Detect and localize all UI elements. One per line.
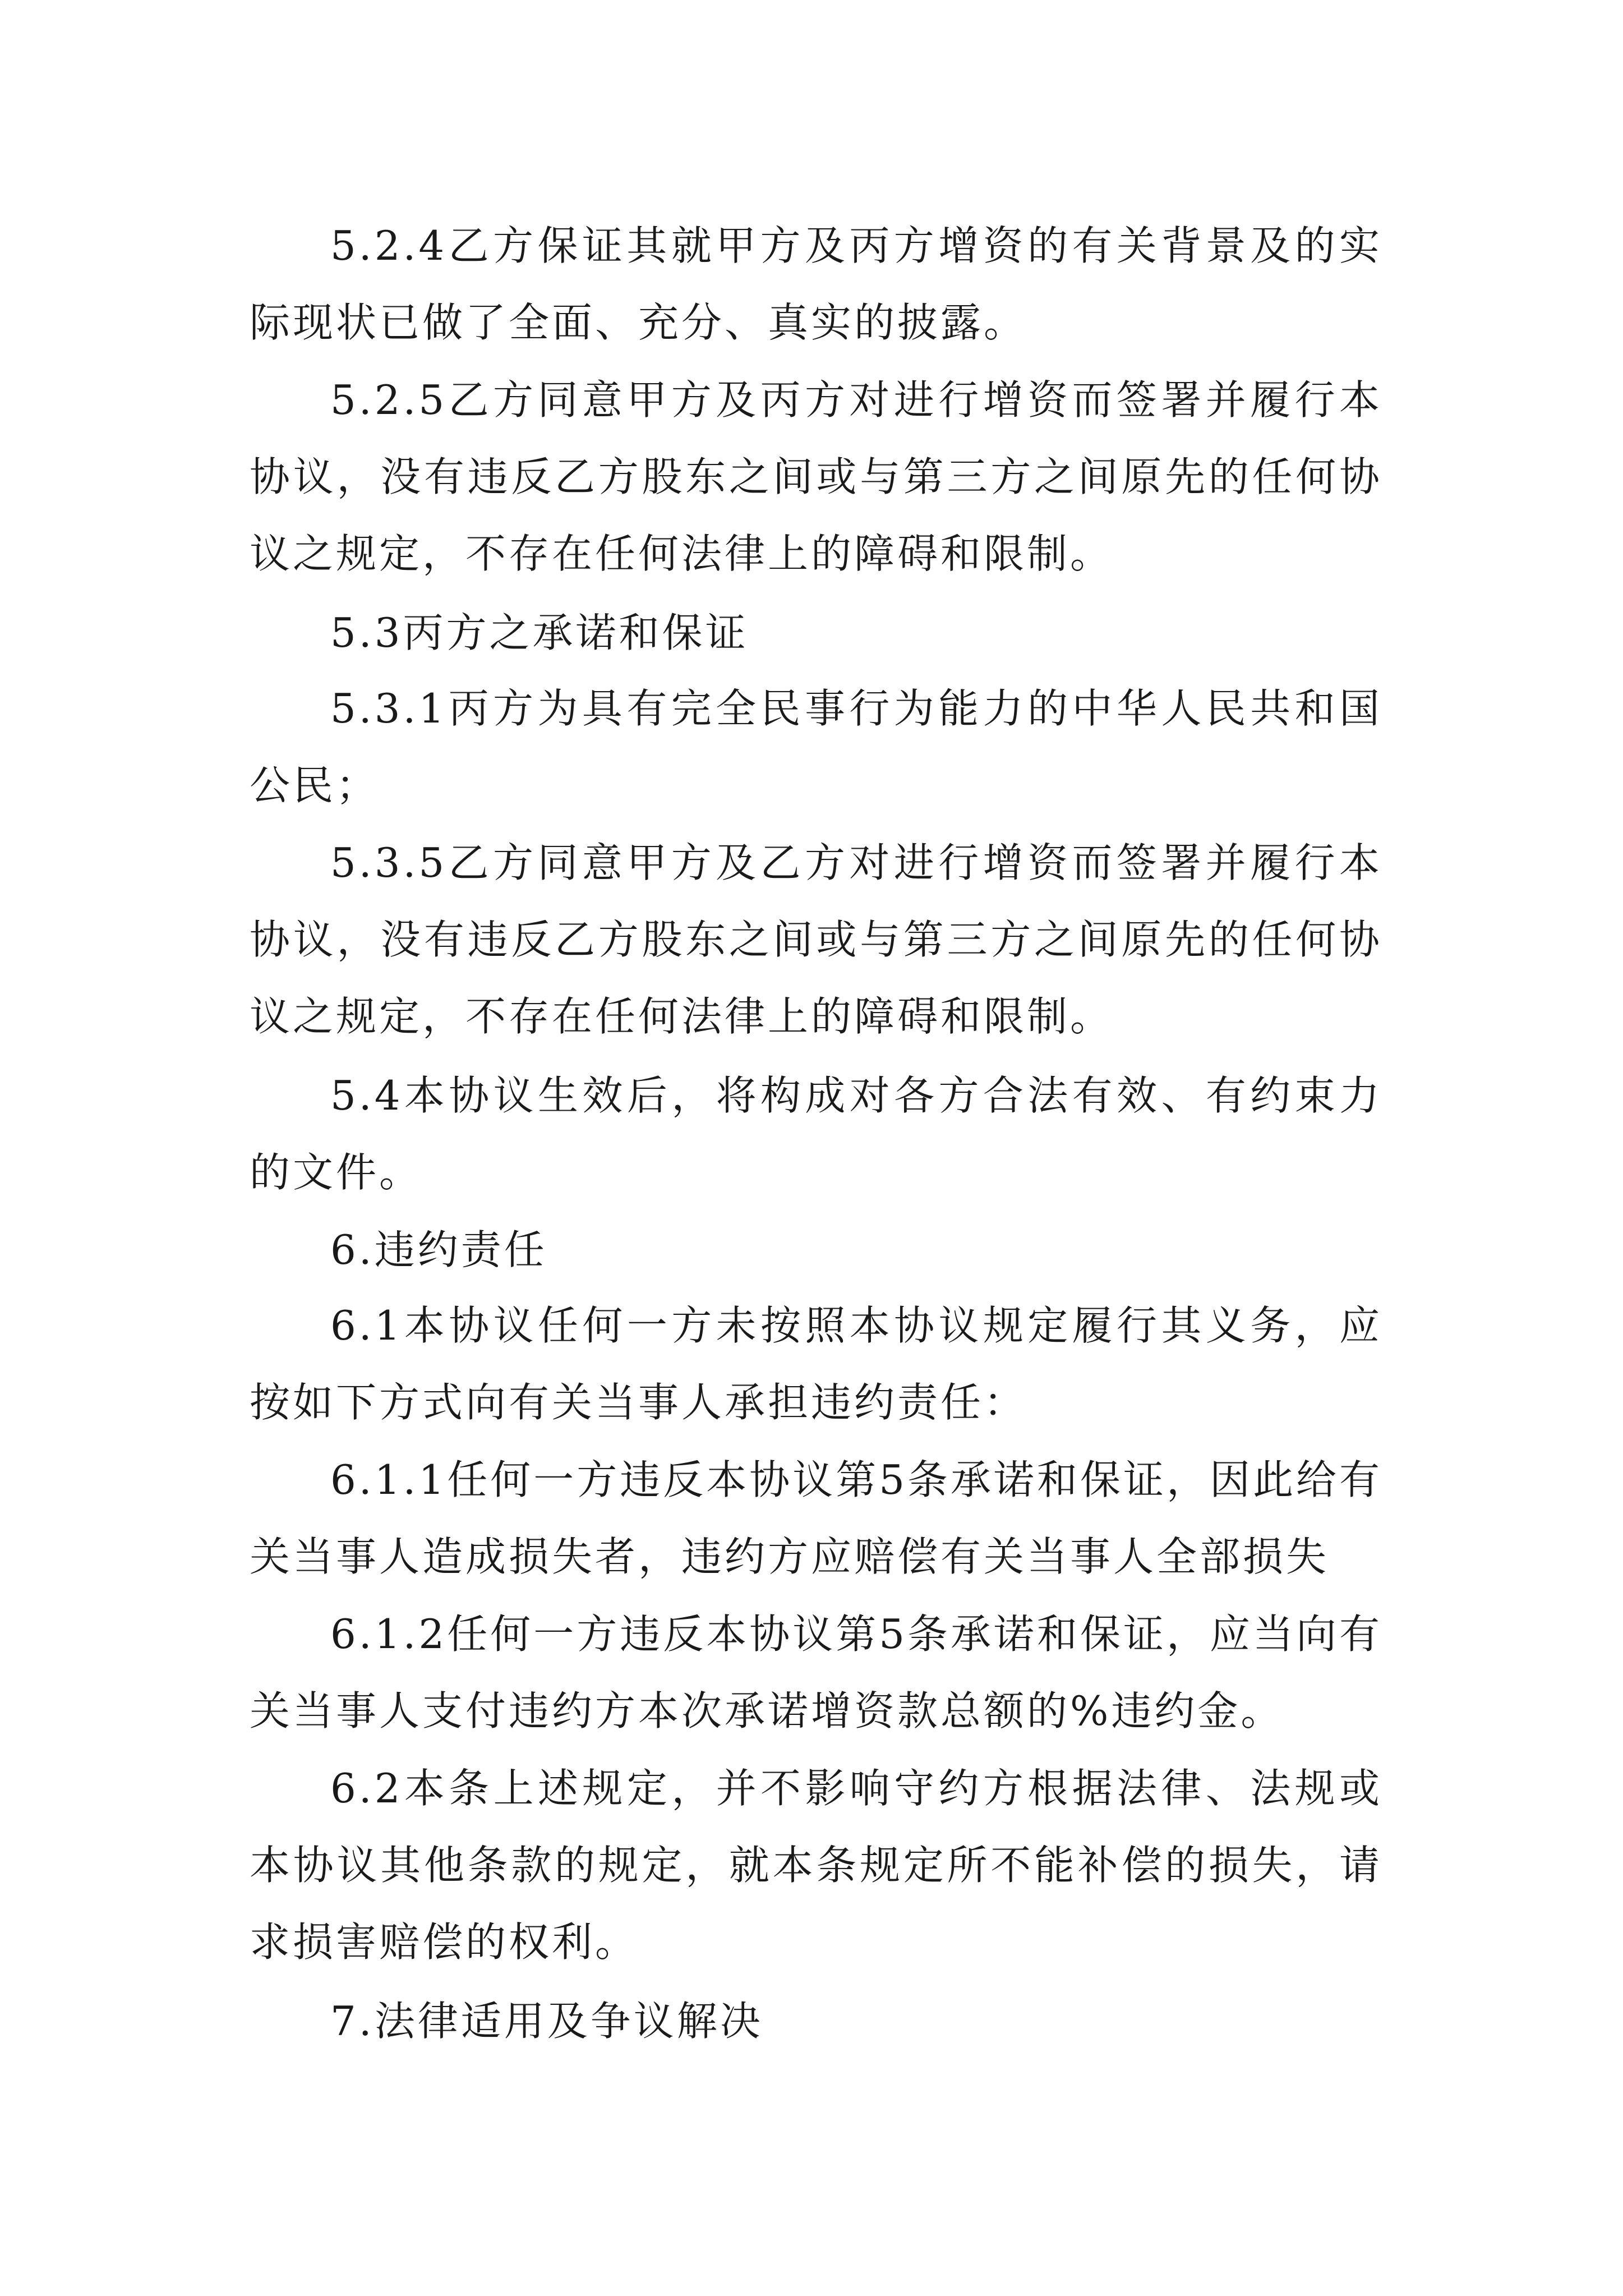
paragraph-5-2-4: 5.2.4乙方保证其就甲方及丙方增资的有关背景及的实际现状已做了全面、充分、真实的披露。 xyxy=(250,222,1382,346)
heading-6: 6.违约责任 xyxy=(330,1226,547,1273)
paragraph-5-2-5: 5.2.5乙方同意甲方及丙方对进行增资而签署并履行本协议，没有违反乙方股东之间或与第三方之间原先的任何协议之规定，不存在任何法律上的障碍和限制。 xyxy=(250,376,1382,577)
paragraph-6-1-2: 6.1.2任何一方违反本协议第5条承诺和保证，应当向有关当事人支付违约方本次承诺增资款总额的%违约金。 xyxy=(250,1611,1383,1734)
heading-7: 7.法律适用及争议解决 xyxy=(330,1998,763,2045)
paragraph-6-1: 6.1本协议任何一方未按照本协议规定履行其义务，应按如下方式向有关当事人承担违约责任： xyxy=(250,1302,1382,1426)
paragraph-6-1-1: 6.1.1任何一方违反本协议第5条承诺和保证，因此给有关当事人造成损失者，违约方应赔偿有关当事人全部损失 xyxy=(250,1456,1383,1580)
heading-5-3: 5.3丙方之承诺和保证 xyxy=(330,609,749,656)
paragraph-6-2: 6.2本条上述规定，并不影响守约方根据法律、法规或本协议其他条款的规定，就本条规定所不能补偿的损失，请求损害赔偿的权利。 xyxy=(250,1765,1382,1966)
paragraph-5-3-5: 5.3.5乙方同意甲方及乙方对进行增资而签署并履行本协议，没有违反乙方股东之间或与第三方之间原先的任何协议之规定，不存在任何法律上的障碍和限制。 xyxy=(250,839,1382,1040)
paragraph-5-4: 5.4本协议生效后，将构成对各方合法有效、有约束力的文件。 xyxy=(250,1072,1382,1196)
paragraph-5-3-1: 5.3.1丙方为具有完全民事行为能力的中华人民共和国公民； xyxy=(250,685,1382,809)
